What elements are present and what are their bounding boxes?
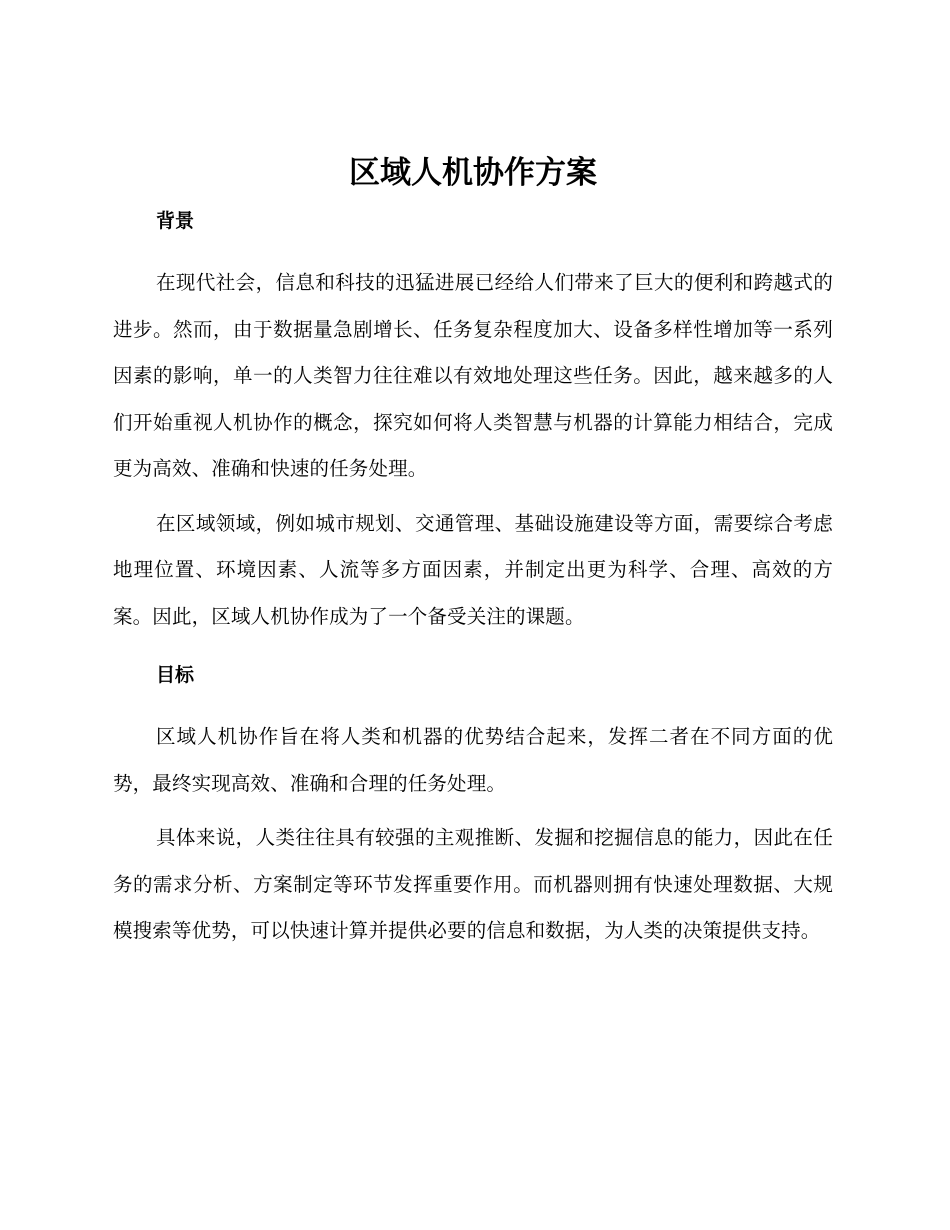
paragraph: 在现代社会，信息和科技的迅猛进展已经给人们带来了巨大的便利和跨越式的进步。然而，由于数据量急剧增长、任务复杂程度加大、设备多样性增加等一系列因素的影响，单一的人类智力往往难以有效地处理这些任务。因此，越来越多的人们开始重视人机协作的概念，探究如何将人类智慧与机器的计算能力相结合，完成更为高效、准确和快速的任务处理。 — [113, 271, 833, 480]
section-heading-background: 背景 — [156, 210, 195, 232]
paragraph: 区域人机协作旨在将人类和机器的优势结合起来，发挥二者在不同方面的优势，最终实现高效、准确和合理的任务处理。 — [113, 725, 833, 795]
section-goal — [113, 658, 833, 955]
document-page — [113, 150, 833, 955]
paragraph: 在区域领域，例如城市规划、交通管理、基础设施建设等方面，需要综合考虑地理位置、环境因素、人流等多方面因素，并制定出更为科学、合理、高效的方案。因此，区域人机协作成为了一个备受关注的课题。 — [113, 511, 833, 628]
paragraph: 具体来说，人类往往具有较强的主观推断、发掘和挖掘信息的能力，因此在任务的需求分析、方案制定等环节发挥重要作用。而机器则拥有快速处理数据、大规模搜索等优势，可以快速计算并提供必要的信息和数据，为人类的决策提供支持。 — [113, 826, 833, 942]
document-title: 区域人机协作方案 — [349, 155, 597, 191]
section-background — [113, 204, 833, 640]
section-heading-goal: 目标 — [156, 664, 195, 686]
